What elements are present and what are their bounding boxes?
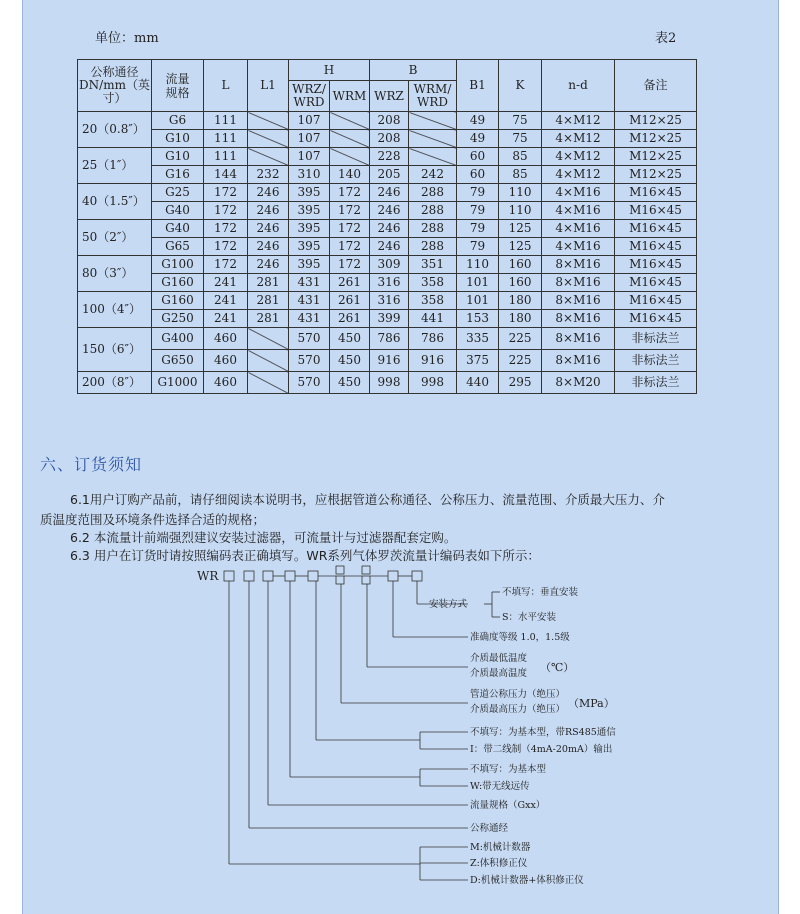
table-cell: 144 [204,166,248,184]
empty-diagonal-cell [330,148,370,166]
table-cell: 79 [457,202,499,220]
table-cell: 110 [499,202,542,220]
temp-max-label: 介质最高温度 [470,668,528,679]
table-cell: 172 [330,184,370,202]
table-row [78,166,697,184]
unit-label: 单位：mm [95,31,159,46]
table-cell: 172 [204,256,248,274]
table-cell: 110 [499,184,542,202]
table-cell: 172 [204,238,248,256]
table-cell: 281 [248,274,289,292]
header-wrz: WRZ [370,81,409,112]
table-cell: M16×45 [615,310,697,328]
wireless-option-2: W:带无线远传 [470,781,530,792]
table-cell: M12×25 [615,130,697,148]
table-cell: G1000 [152,372,204,394]
header-K: K [499,60,542,112]
table-cell: 160 [499,256,542,274]
table-cell: M16×45 [615,256,697,274]
header-L: L [204,60,248,112]
table-cell: G25 [152,184,204,202]
table-cell: 8×M16 [542,350,615,372]
table-cell: 205 [370,166,409,184]
install-option-1: 不填写：垂直安装 [502,587,579,598]
header-dn: 公称通径 DN/mm（英 寸） [78,60,152,112]
table-cell: 4×M16 [542,238,615,256]
code-box-7a [362,566,370,574]
table-cell: 172 [330,220,370,238]
code-box-6a [336,566,344,574]
table-cell: 246 [248,184,289,202]
empty-diagonal-cell [248,328,289,350]
table-cell: 786 [409,328,457,350]
table-cell: 8×M16 [542,328,615,350]
table-cell: 395 [289,238,330,256]
section-title: 六、订货须知 [40,455,143,474]
dn-cell: 50（2″） [78,220,152,256]
table-cell: G6 [152,112,204,130]
table-cell: 261 [330,274,370,292]
table-cell: 153 [457,310,499,328]
header-L1: L1 [248,60,289,112]
table-cell: 225 [499,328,542,350]
table-cell: 288 [409,184,457,202]
pressure-unit: （MPa） [568,697,615,710]
code-box-1 [224,571,234,581]
code-box-2 [244,571,254,581]
table-cell: 281 [248,310,289,328]
table-cell: 4×M12 [542,112,615,130]
table-cell: 160 [499,274,542,292]
table-cell: 4×M12 [542,148,615,166]
table-cell: G10 [152,130,204,148]
code-box-9 [412,571,422,581]
table-cell: 916 [370,350,409,372]
comm-option-2: I：带二线制（4mA-20mA）输出 [470,744,613,755]
code-prefix: WR [197,569,219,583]
table-cell: 172 [330,202,370,220]
counter-option-2: Z:体积修正仪 [470,858,528,869]
table-cell: G10 [152,148,204,166]
table-row [78,328,697,350]
table-row [78,148,697,166]
comm-option-1: 不填写：为基本型，带RS485通信 [470,727,616,738]
paragraph-6-1: 6.1用户订购产品前，请仔细阅读本说明书，应根据管道公称通径、公称压力、流量范围、介质最大压力、介 [70,492,665,507]
order-code-diagram [0,560,800,900]
table-cell: 4×M16 [542,220,615,238]
table-cell: 450 [330,372,370,394]
table-row [78,202,697,220]
table-cell: 非标法兰 [615,372,697,394]
header-wrm: WRM [330,81,370,112]
table-cell: 75 [499,130,542,148]
table-cell: 431 [289,274,330,292]
table-cell: 246 [370,202,409,220]
code-box-3 [263,571,273,581]
table-cell: G40 [152,220,204,238]
table-cell: 358 [409,274,457,292]
table-cell: 111 [204,112,248,130]
table-cell: M16×45 [615,238,697,256]
table-cell: 125 [499,238,542,256]
table-cell: 4×M12 [542,130,615,148]
flow-spec-label: 流量规格（Gxx） [470,800,546,811]
table-cell: 316 [370,274,409,292]
empty-diagonal-cell [248,130,289,148]
table-cell: 180 [499,310,542,328]
table-cell: G400 [152,328,204,350]
table-cell: 非标法兰 [615,328,697,350]
table-cell: 460 [204,328,248,350]
empty-diagonal-cell [409,148,457,166]
table-cell: 101 [457,292,499,310]
table-row [78,238,697,256]
table-row [78,274,697,292]
empty-diagonal-cell [248,148,289,166]
table-cell: 225 [499,350,542,372]
table-cell: 395 [289,256,330,274]
table-cell: 431 [289,310,330,328]
table-cell: 431 [289,292,330,310]
code-box-4 [285,571,295,581]
table-cell: 246 [248,220,289,238]
empty-diagonal-cell [248,112,289,130]
table-cell: 60 [457,148,499,166]
header-H: H [289,60,370,81]
table-row [78,256,697,274]
table-cell: 395 [289,202,330,220]
table-cell: G100 [152,256,204,274]
table-cell: 125 [499,220,542,238]
dn-cell: 100（4″） [78,292,152,328]
table-cell: 172 [204,220,248,238]
table-cell: 295 [499,372,542,394]
table-cell: 395 [289,220,330,238]
table-cell: 570 [289,350,330,372]
table-cell: 107 [289,112,330,130]
table-cell: 107 [289,148,330,166]
paragraph-6-3: 6.3 用户在订货时请按照编码表正确填写。WR系列气体罗茨流量计编码表如下所示： [70,548,540,563]
table-cell: 8×M16 [542,274,615,292]
table-cell: 998 [409,372,457,394]
table-body [78,112,697,394]
table-cell: 208 [370,112,409,130]
install-option-2: S：水平安装 [502,612,557,623]
header-B: B [370,60,457,81]
table-cell: G160 [152,274,204,292]
header-wrm-wrd: WRM/ WRD [409,81,457,112]
empty-diagonal-cell [248,372,289,394]
table-cell: 246 [248,238,289,256]
pressure-label-1: 管道公称压力（绝压） [470,689,566,700]
table-cell: 110 [457,256,499,274]
table-cell: 241 [204,310,248,328]
table-row [78,184,697,202]
table-cell: 79 [457,238,499,256]
dn-cell: 80（3″） [78,256,152,292]
install-mode-label: 安装方式 [429,599,468,610]
dn-cell: 150（6″） [78,328,152,372]
table-cell: M16×45 [615,292,697,310]
table-cell: 399 [370,310,409,328]
table-cell: 460 [204,350,248,372]
table-cell: 49 [457,112,499,130]
table-cell: 8×M20 [542,372,615,394]
table-cell: 570 [289,372,330,394]
nominal-diameter-label: 公称通经 [470,823,509,834]
table-cell: G160 [152,292,204,310]
table-cell: G40 [152,202,204,220]
pressure-label-2: 介质最高压力（绝压） [470,704,566,715]
table-cell: G650 [152,350,204,372]
counter-option-3: D:机械计数器+体积修正仪 [470,875,584,886]
temp-unit: （℃） [540,661,575,674]
header-nd: n-d [542,60,615,112]
table-cell: 241 [204,292,248,310]
table-cell: 310 [289,166,330,184]
table-cell: 288 [409,202,457,220]
table-row [78,130,697,148]
table-row [78,292,697,310]
table-row [78,112,697,130]
table-cell: 440 [457,372,499,394]
code-box-7b [362,576,370,584]
table-cell: M16×45 [615,220,697,238]
table-cell: 79 [457,220,499,238]
table-cell: 351 [409,256,457,274]
table-cell: 246 [370,220,409,238]
empty-diagonal-cell [330,130,370,148]
table-cell: 8×M16 [542,310,615,328]
table-cell: 140 [330,166,370,184]
empty-diagonal-cell [409,130,457,148]
table-cell: M16×45 [615,184,697,202]
table-cell: 246 [370,238,409,256]
table-cell: 232 [248,166,289,184]
table-cell: 375 [457,350,499,372]
accuracy-label: 准确度等级 1.0，1.5级 [470,632,570,643]
table-cell: 4×M12 [542,166,615,184]
table-cell: 450 [330,350,370,372]
table-number: 表2 [655,31,677,46]
table-cell: 4×M16 [542,184,615,202]
table-cell: 441 [409,310,457,328]
dn-cell: 20（0.8″） [78,112,152,148]
table-cell: M16×45 [615,274,697,292]
table-cell: 非标法兰 [615,350,697,372]
table-cell: 208 [370,130,409,148]
header-wrz-wrd: WRZ/ WRD [289,81,330,112]
header-note: 备注 [615,60,697,112]
dimension-table [77,59,697,394]
table-cell: 261 [330,292,370,310]
table-cell: M16×45 [615,202,697,220]
table-cell: 998 [370,372,409,394]
table-cell: 101 [457,274,499,292]
table-cell: 60 [457,166,499,184]
table-row [78,310,697,328]
table-cell: G16 [152,166,204,184]
header-spec: 流量 规格 [152,60,204,112]
table-cell: 281 [248,292,289,310]
dn-cell: 40（1.5″） [78,184,152,220]
dn-cell: 200（8″） [78,372,152,394]
table-cell: G250 [152,310,204,328]
table-cell: 288 [409,220,457,238]
table-row [78,350,697,372]
table-cell: 85 [499,148,542,166]
empty-diagonal-cell [409,112,457,130]
table-cell: 316 [370,292,409,310]
empty-diagonal-cell [248,350,289,372]
table-cell: 460 [204,372,248,394]
table-cell: 358 [409,292,457,310]
dn-cell: 25（1″） [78,148,152,184]
table-cell: M12×25 [615,112,697,130]
table-cell: 335 [457,328,499,350]
temp-min-label: 介质最低温度 [470,653,528,664]
wireless-option-1: 不填写：为基本型 [470,764,547,775]
table-cell: 172 [204,184,248,202]
table-cell: 172 [204,202,248,220]
counter-option-1: M:机械计数器 [470,842,531,853]
table-cell: M12×25 [615,166,697,184]
table-cell: 180 [499,292,542,310]
table-cell: 261 [330,310,370,328]
table-cell: 85 [499,166,542,184]
table-cell: 79 [457,184,499,202]
table-cell: 172 [330,238,370,256]
table-cell: 309 [370,256,409,274]
paragraph-6-2: 6.2 本流量计前端强烈建议安装过滤器，可流量计与过滤器配套定购。 [70,530,457,545]
table-cell: 172 [330,256,370,274]
table-cell: M12×25 [615,148,697,166]
table-cell: 241 [204,274,248,292]
table-row [78,372,697,394]
table-cell: 111 [204,130,248,148]
table-cell: 8×M16 [542,292,615,310]
table-cell: 246 [370,184,409,202]
table-cell: 288 [409,238,457,256]
code-box-8 [388,571,398,581]
table-cell: 49 [457,130,499,148]
table-cell: 786 [370,328,409,350]
table-cell: 916 [409,350,457,372]
code-box-6b [336,576,344,584]
table-row [78,220,697,238]
table-cell: 246 [248,256,289,274]
paragraph-6-1-cont: 质温度范围及环境条件选择合适的规格； [40,512,266,527]
header-B1: B1 [457,60,499,112]
table-cell: G65 [152,238,204,256]
empty-diagonal-cell [330,112,370,130]
table-cell: 4×M16 [542,202,615,220]
table-cell: 8×M16 [542,256,615,274]
table-cell: 246 [248,202,289,220]
table-cell: 570 [289,328,330,350]
code-box-5 [308,571,318,581]
table-cell: 242 [409,166,457,184]
table-cell: 75 [499,112,542,130]
table-cell: 111 [204,148,248,166]
table-cell: 450 [330,328,370,350]
table-cell: 107 [289,130,330,148]
table-cell: 395 [289,184,330,202]
table-cell: 228 [370,148,409,166]
